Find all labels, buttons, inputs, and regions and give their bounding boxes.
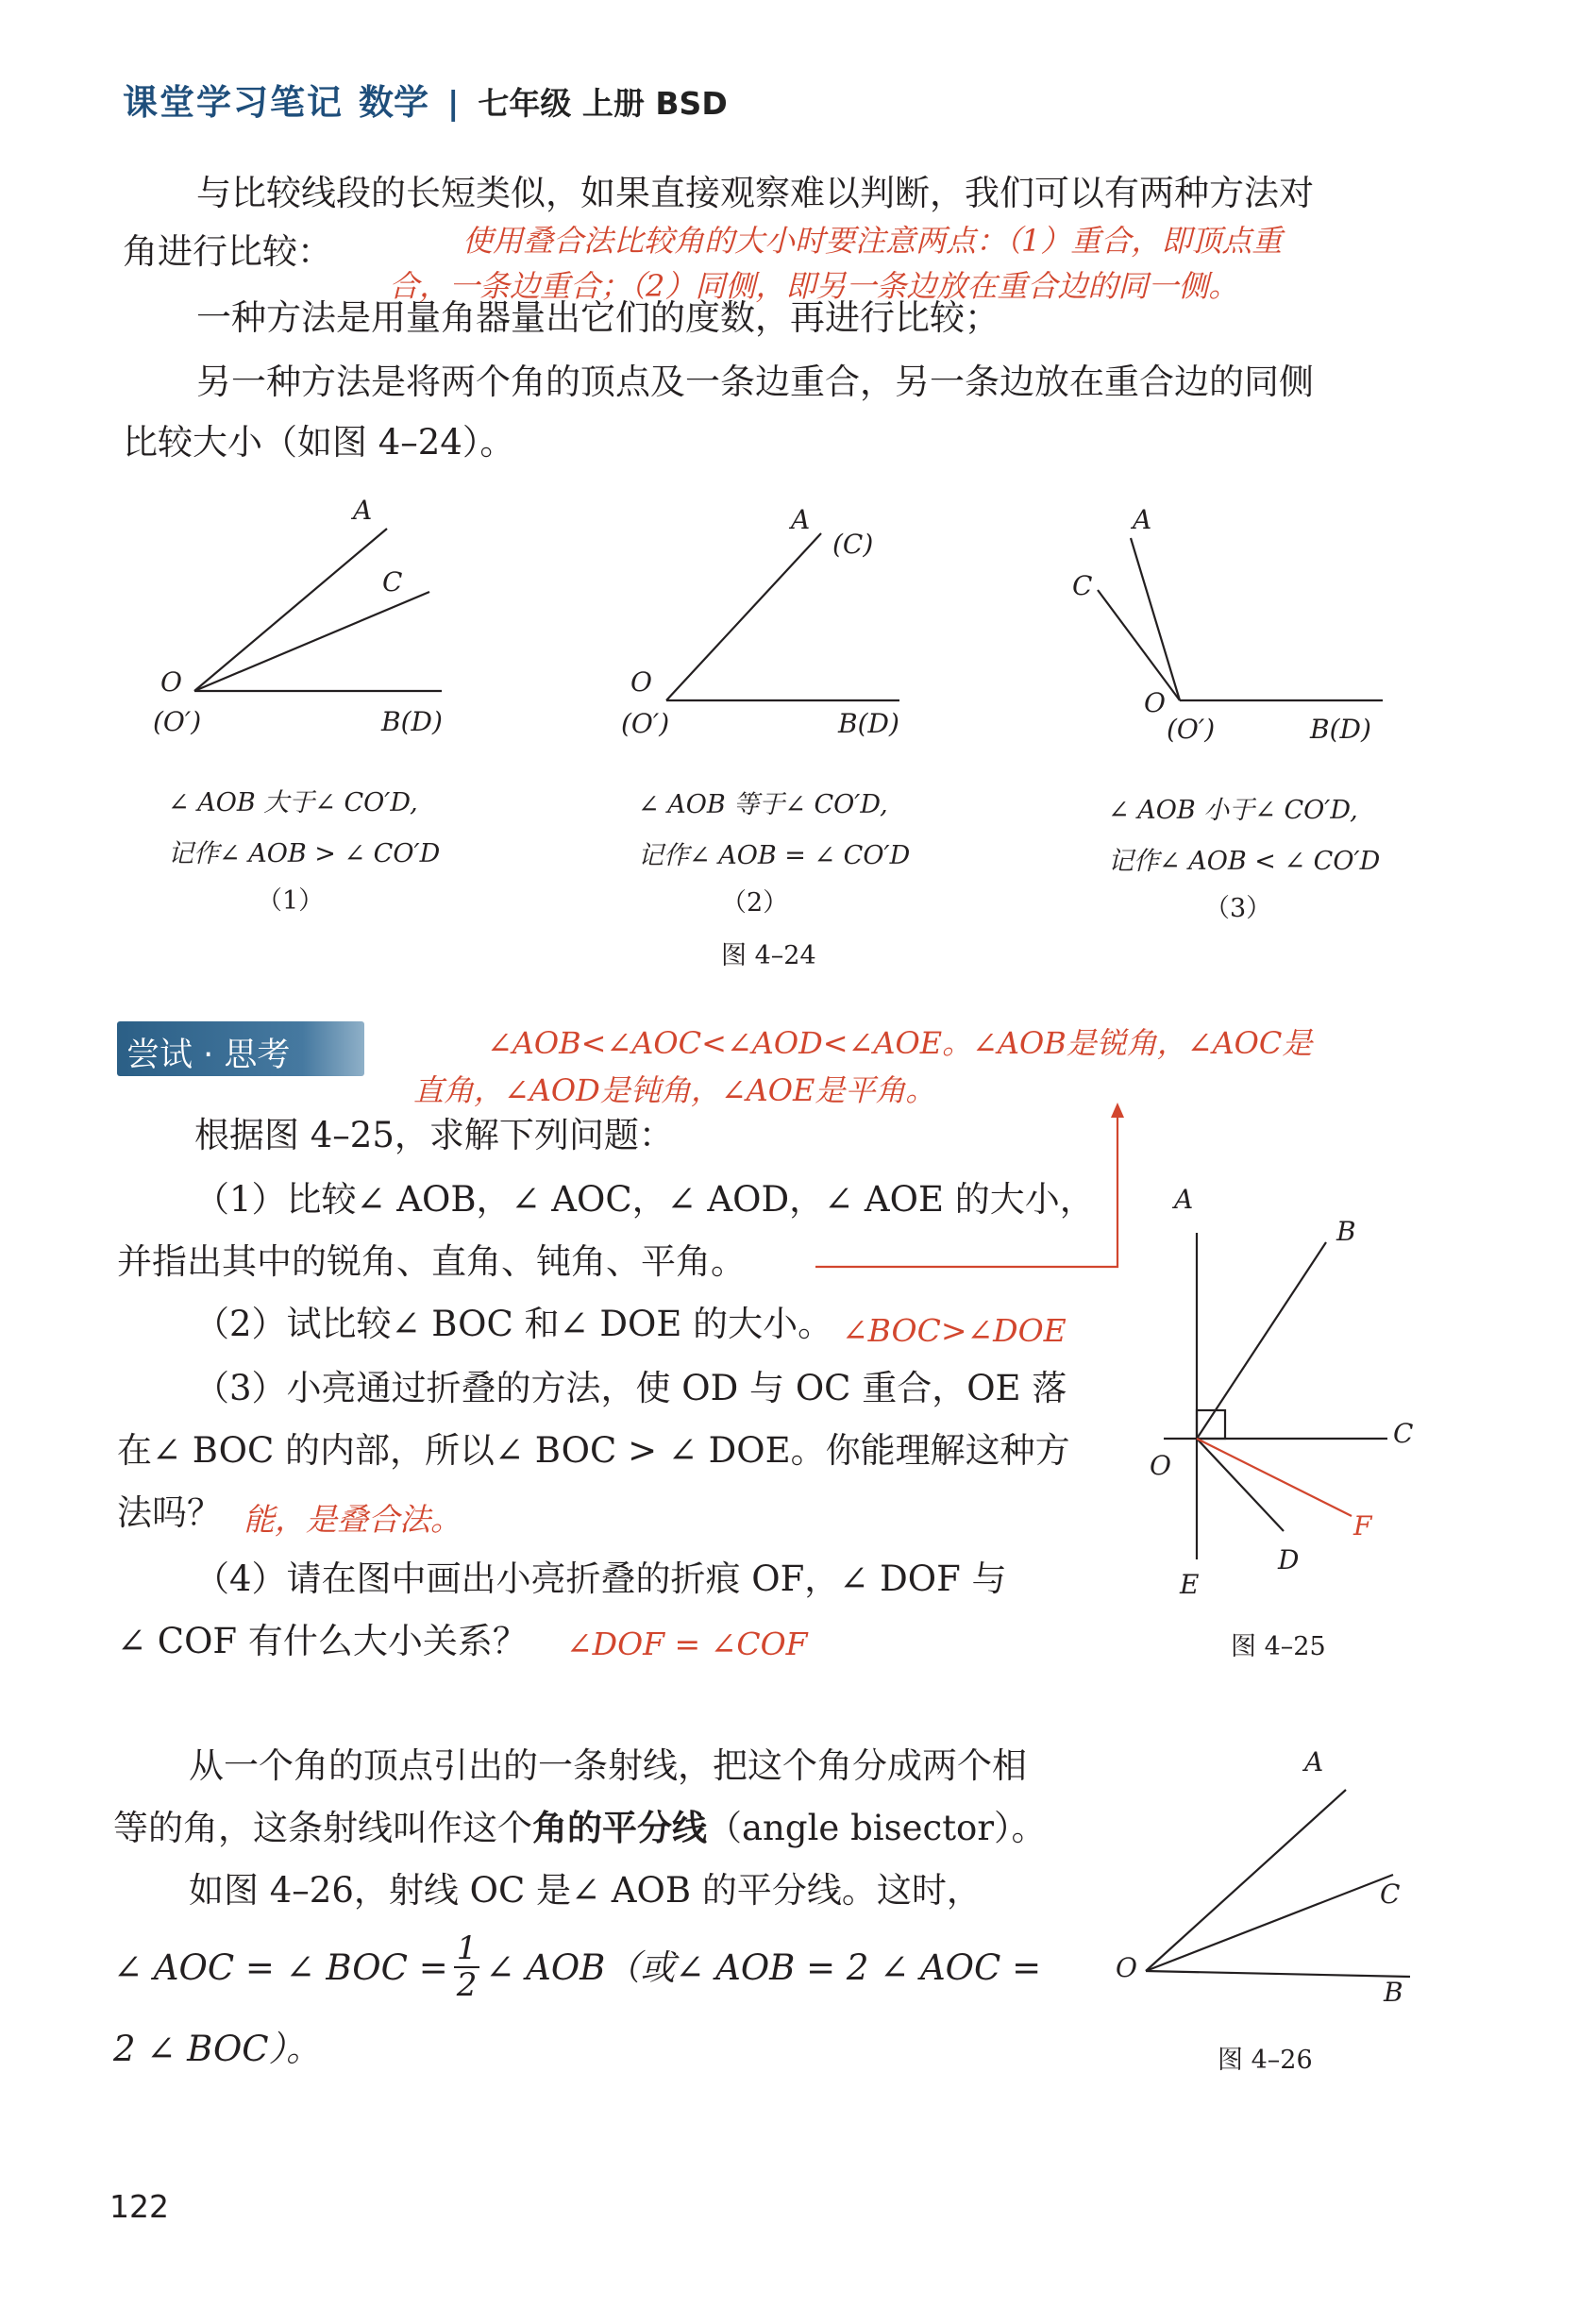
- fig3-label-A: A: [1133, 504, 1152, 535]
- fig2-label-O: O: [630, 666, 652, 698]
- fig425-label-D: D: [1278, 1544, 1300, 1575]
- fig2-label-A: A: [791, 504, 811, 535]
- bisector-line-3: 如图 4–26，射线 OC 是∠ AOB 的平分线。这时，: [189, 1870, 982, 1911]
- fig425-label-A: A: [1174, 1184, 1194, 1215]
- fig1-caption-2: 记作∠ AOB > ∠ CO′D: [168, 839, 441, 868]
- fig3-caption-1: ∠ AOB 小于∠ CO′D,: [1108, 796, 1358, 825]
- fraction-denominator: 2: [456, 1966, 478, 2005]
- fig-4-25-caption: 图 4–25: [1231, 1632, 1326, 1661]
- book-title: 课堂学习笔记: [123, 82, 344, 123]
- question-2-answer: ∠BOC>∠DOE: [842, 1312, 1067, 1349]
- subject-title: 数学: [359, 82, 428, 123]
- fig-4-24-caption: 图 4–24: [721, 941, 816, 970]
- intro-line-2: 角进行比较：: [123, 231, 332, 272]
- bisector-line-2: [113, 1807, 1047, 1848]
- method-2-line-2: 比较大小（如图 4–24）。: [123, 422, 515, 463]
- handwritten-note-1-line-2: 合，一条边重合；（2）同侧，即另一条边放在重合边的同一侧。: [389, 268, 1239, 304]
- fig3-label-BD: B(D): [1310, 714, 1371, 745]
- fig-4-26-caption: 图 4–26: [1218, 2046, 1313, 2075]
- fig-4-24-1-rays: [194, 529, 442, 691]
- fig1-label-BD: B(D): [381, 706, 443, 737]
- handwritten-note-1-line-1: 使用叠合法比较角的大小时要注意两点：（1）重合，即顶点重: [462, 223, 1283, 259]
- fig1-label-O: O: [160, 666, 182, 698]
- method-2-line-1: 另一种方法是将两个角的顶点及一条边重合，另一条边放在重合边的同侧: [196, 362, 1314, 402]
- fraction-numerator: 1: [454, 1931, 480, 1968]
- section-tag: [117, 1021, 364, 1076]
- fig425-label-E: E: [1180, 1569, 1200, 1600]
- header-separator: |: [447, 85, 460, 123]
- fig1-label-C: C: [382, 566, 403, 598]
- method-1-text: 一种方法是用量角器量出它们的度数，再进行比较；: [196, 297, 1000, 338]
- fig2-label-Oprime: (O′): [621, 708, 670, 739]
- question-1-line-1: （1）比较∠ AOB，∠ AOC，∠ AOD，∠ AOE 的大小，: [194, 1179, 1095, 1220]
- fig425-label-F: F: [1353, 1510, 1372, 1541]
- fig425-label-C: C: [1393, 1418, 1414, 1449]
- fig426-label-B: B: [1384, 1977, 1403, 2008]
- fig2-number: （2）: [721, 888, 789, 918]
- fig-4-26-rays: [1146, 1790, 1410, 1977]
- question-3-line-1: （3）小亮通过折叠的方法，使 OD 与 OC 重合，OE 落: [194, 1368, 1067, 1408]
- grade-label: 七年级 上册 BSD: [478, 85, 728, 122]
- fig426-label-A: A: [1304, 1746, 1324, 1777]
- fig426-label-C: C: [1380, 1878, 1401, 1910]
- fig3-caption-2: 记作∠ AOB < ∠ CO′D: [1108, 847, 1381, 876]
- bisector-equation: [113, 1931, 1041, 2004]
- arrowhead: [1111, 1103, 1124, 1118]
- equation-right: ∠ AOB（或∠ AOB = 2 ∠ AOC =: [485, 1946, 1042, 1988]
- fig1-label-A: A: [353, 495, 373, 526]
- question-3-line-3: 法吗？: [117, 1492, 222, 1533]
- question-4-line-2: ∠ COF 有什么大小关系？: [117, 1621, 528, 1661]
- question-3-line-2: 在∠ BOC 的内部，所以∠ BOC > ∠ DOE。你能理解这种方: [117, 1430, 1070, 1471]
- section-tag-label: 尝试 · 思考: [126, 1036, 291, 1074]
- fig3-label-C: C: [1072, 570, 1093, 601]
- fig3-label-Oprime: (O′): [1167, 714, 1216, 745]
- fig3-label-O: O: [1144, 687, 1166, 718]
- intro-line-1: 与比较线段的长短类似，如果直接观察难以判断，我们可以有两种方法对: [196, 173, 1314, 213]
- question-4-line-1: （4）请在图中画出小亮折叠的折痕 OF，∠ DOF 与: [194, 1558, 1007, 1599]
- fig426-label-O: O: [1116, 1952, 1137, 1983]
- fig425-label-B: B: [1336, 1216, 1356, 1247]
- fraction-half: [454, 1931, 480, 2004]
- question-2: （2）试比较∠ BOC 和∠ DOE 的大小。: [194, 1304, 833, 1344]
- fig2-label-C: (C): [832, 529, 874, 560]
- fig2-caption-2: 记作∠ AOB = ∠ CO′D: [638, 841, 911, 870]
- bisector-line-2a: 等的角，这条射线叫作这个: [113, 1808, 532, 1848]
- fig1-caption-1: ∠ AOB 大于∠ CO′D,: [168, 788, 418, 817]
- question-3-answer: 能，是叠合法。: [244, 1501, 462, 1538]
- fold-crease-OF: [1197, 1439, 1352, 1516]
- bisector-line-2b: （angle bisector）。: [707, 1808, 1047, 1848]
- fig425-label-O: O: [1150, 1450, 1171, 1481]
- page-number: 122: [109, 2188, 169, 2225]
- equation-left: ∠ AOC = ∠ BOC =: [113, 1946, 448, 1988]
- handwritten-note-2-line-2: 直角，∠AOD是钝角，∠AOE是平角。: [413, 1072, 936, 1108]
- question-4-answer: ∠DOF = ∠COF: [566, 1626, 808, 1662]
- questions-intro: 根据图 4–25，求解下列问题：: [194, 1115, 674, 1155]
- fig1-label-Oprime: (O′): [153, 706, 202, 737]
- fig2-label-BD: B(D): [838, 708, 899, 739]
- fig1-number: （1）: [257, 886, 325, 916]
- bisector-term: 角的平分线: [532, 1807, 707, 1848]
- fig-4-24-3-rays: [1098, 538, 1383, 700]
- fig3-number: （3）: [1204, 894, 1272, 923]
- bisector-line-5: 2 ∠ BOC）。: [113, 2029, 322, 2069]
- handwritten-note-2-line-1: ∠AOB<∠AOC<∠AOD<∠AOE。∠AOB是锐角，∠AOC是: [487, 1025, 1313, 1061]
- question-1-line-2: 并指出其中的锐角、直角、钝角、平角。: [117, 1241, 746, 1282]
- bisector-line-1: 从一个角的顶点引出的一条射线，把这个角分成两个相: [189, 1745, 1027, 1786]
- fig2-caption-1: ∠ AOB 等于∠ CO′D,: [638, 790, 888, 819]
